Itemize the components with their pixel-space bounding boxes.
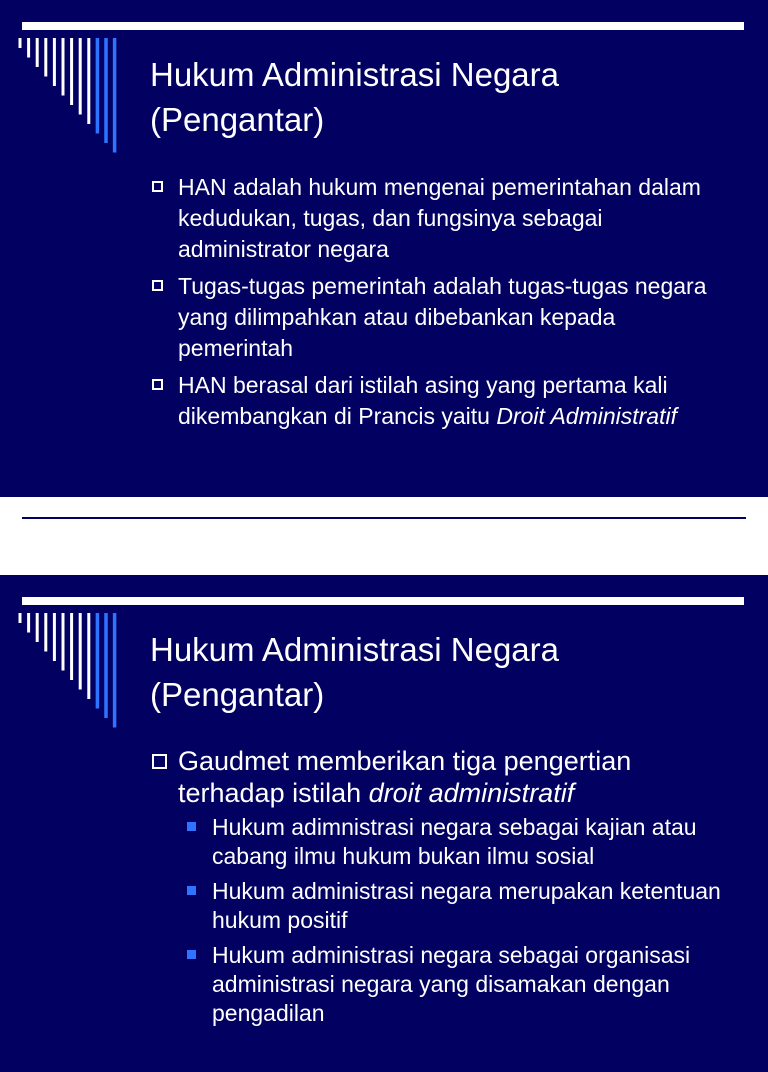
bullet-text: HAN berasal dari istilah asing yang pertama kali dikembangkan di Prancis yaitu (178, 372, 668, 429)
slide-title (150, 627, 740, 717)
list-item (150, 172, 730, 265)
hollow-square-icon (152, 181, 163, 192)
title-line-2: (Pengantar) (150, 101, 325, 138)
sub-list-item (185, 877, 730, 935)
hollow-square-icon (152, 754, 167, 769)
top-rule (22, 597, 744, 605)
list-item (150, 370, 730, 432)
sub-list-item (185, 813, 730, 871)
list-item (150, 745, 730, 1028)
slide-separator (22, 517, 746, 519)
filled-square-icon (187, 822, 196, 831)
bullet-text: Gaudmet memberikan tiga pengertian terhadap istilah (178, 746, 632, 808)
filled-square-icon (187, 886, 196, 895)
bullet-text: HAN adalah hukum mengenai pemerintahan dalam kedudukan, tugas, dan fungsinya sebagai administrator negara (178, 174, 701, 262)
slide-title (150, 52, 740, 142)
bullet-emphasis: droit administratif (368, 778, 575, 808)
bullet-emphasis: Droit Administratif (496, 403, 677, 429)
sub-bullet-text: Hukum administrasi negara sebagai organisasi administrasi negara yang disamakan dengan pengadilan (212, 942, 691, 1026)
list-item (150, 271, 730, 364)
stripes-decoration-icon (0, 575, 130, 735)
sub-bullet-text: Hukum administrasi negara merupakan ketentuan hukum positif (212, 878, 721, 933)
title-line-2: (Pengantar) (150, 676, 325, 713)
sub-bullet-text: Hukum adimnistrasi negara sebagai kajian atau cabang ilmu hukum bukan ilmu sosial (212, 814, 697, 869)
stripes-decoration-icon (0, 0, 130, 160)
sub-bullet-list (185, 813, 730, 1028)
top-rule (22, 22, 744, 30)
bullet-text: Tugas-tugas pemerintah adalah tugas-tugas negara yang dilimpahkan atau dibebankan kepada pemerintah (178, 273, 707, 361)
hollow-square-icon (152, 379, 163, 390)
slide-1 (0, 0, 768, 497)
slide-2 (0, 575, 768, 1072)
hollow-square-icon (152, 280, 163, 291)
sub-list-item (185, 941, 730, 1028)
title-line-1: Hukum Administrasi Negara (150, 56, 559, 93)
filled-square-icon (187, 950, 196, 959)
bullet-list (150, 745, 730, 1034)
bullet-list (150, 172, 730, 438)
title-line-1: Hukum Administrasi Negara (150, 631, 559, 668)
